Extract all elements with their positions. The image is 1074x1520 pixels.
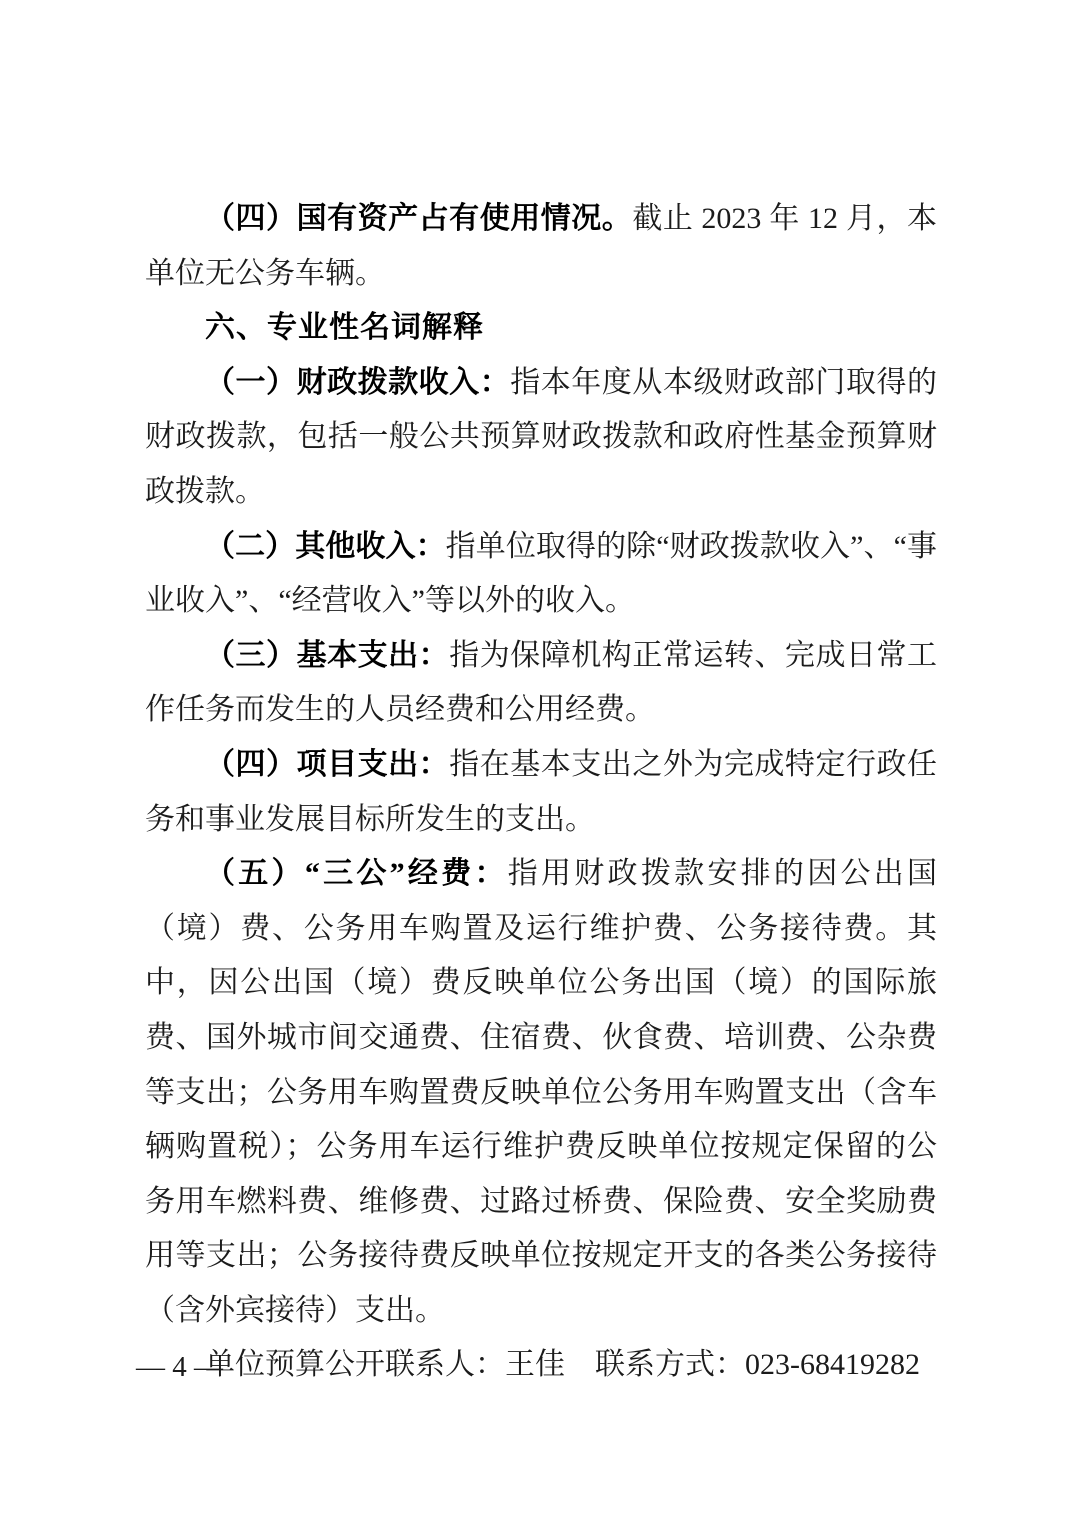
paragraph-text: 指为保障机构正常运转、完成日常工作任务而发生的人员经费和公用经费。 [145, 638, 938, 727]
paragraph-text: 指本年度从本级财政部门取得的财政拨款，包括一般公共预算财政拨款和政府性基金预算财政拨款。 [145, 365, 938, 508]
paragraph-other-income [145, 520, 937, 629]
paragraph-basic-expenditure [145, 629, 937, 738]
paragraph-text: 单位预算公开联系人：王佳 联系方式：023-68419282 [205, 1348, 920, 1382]
paragraph-text: 指单位取得的除“财政拨款收入”、“事业收入”、“经营收入”等以外的收入。 [145, 529, 937, 618]
paragraph-three-public-funds [145, 847, 937, 1338]
paragraph-lead-bold: （五）“三公”经费： [205, 857, 508, 891]
paragraph-project-expenditure [145, 738, 937, 847]
paragraph-state-assets [145, 192, 937, 301]
paragraph-lead-bold: （四）项目支出： [205, 747, 450, 781]
paragraph-text: 截止 2023 年 12 月，本单位无公务车辆。 [145, 202, 938, 290]
paragraph-lead-bold: （一）财政拨款收入： [205, 365, 511, 399]
section-heading-glossary [145, 301, 937, 356]
page-number: — 4 — [136, 1351, 223, 1383]
paragraph-contact-info [145, 1338, 937, 1393]
paragraph-text: 指在基本支出之外为完成特定行政任务和事业发展目标所发生的支出。 [145, 747, 938, 836]
paragraph-text: 指用财政拨款安排的因公出国（境）费、公务用车购置及运行维护费、公务接待费。其中，因公出国（境）费反映单位公务出国（境）的国际旅费、国外城市间交通费、住宿费、伙食费、培训费、公杂费等支出；公务用车购置费反映单位公务用车购置支出（含车辆购置税）；公务用车运行维护费反映单位按规定保留的公务用车燃料费、维修费、过路过桥费、保险费、安全奖励费用等支出；公务接待费反映单位按规定开支的各类公务接待（含外宾接待）支出。 [145, 857, 938, 1327]
paragraph-lead-bold: （二）其他收入： [205, 529, 446, 563]
paragraph-lead-bold: （三）基本支出： [205, 638, 450, 672]
document-body [145, 192, 937, 1393]
paragraph-fiscal-appropriation-income [145, 356, 937, 520]
paragraph-lead-bold: （四）国有资产占有使用情况。 [205, 202, 633, 235]
section-heading-text: 六、专业性名词解释 [205, 311, 484, 345]
